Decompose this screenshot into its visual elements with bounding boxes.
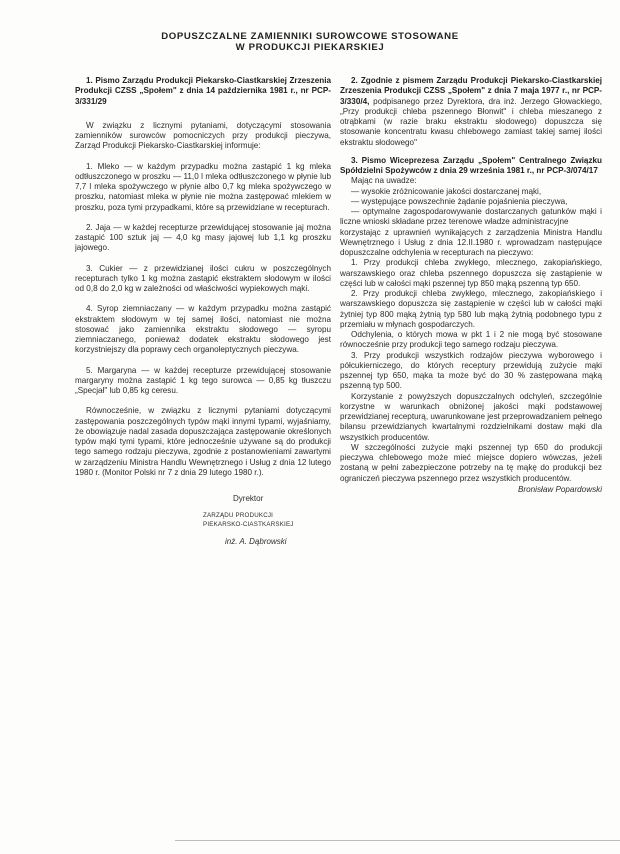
rule-3: 3. Przy produkcji wszystkich rodzajów pieczywa wyborowego i półcukierniczego, do których receptury przewidują zużycie mąki pszennej typ 650, mąka ta może być do 30 % zastępowana mąką pszenną typ 500. [340, 350, 602, 391]
signature-org-line-2: PIEKARSKO-CIASTKARSKIEJ [203, 520, 294, 528]
bullet-flour-quality: — wysokie zróżnicowanie jakości dostarczanej mąki, [351, 186, 542, 196]
bullet-bread-whitening: — występujące powszechnie żądanie pojaśnienia pieczywa, [351, 196, 568, 206]
closing-paragraph: Równocześnie, w związku z licznymi pytaniami dotyczącymi zastępowania poszczególnych typów mąki innymi typami, wyjaśniamy, że obowiązuje nadal zasada dopuszczająca zastępowanie określonych typów mąki tymi typami, które jednocześnie używane są do produkcji tego samego rodzaju pieczywa, zgodnie z postanowieniami zawartymi w zarządzeniu Ministra Handlu Wewnętrznego i Usług z dnia 12 lutego 1980 r. (Monitor Polski nr 7 z dnia 29 lutego 1980 r.). [75, 406, 331, 477]
right-column [340, 76, 602, 495]
title-line-1: DOPUSZCZALNE ZAMIENNIKI SUROWCOWE STOSOWANE [161, 31, 459, 42]
signature-title: Dyrektor [233, 494, 264, 503]
signature-org-line-1: ZARZĄDU PRODUKCJI [203, 512, 274, 519]
title-line-2: W PRODUKCJI PIEKARSKIEJ [235, 42, 385, 53]
signature-name: inż. A. Dąbrowski [225, 537, 287, 546]
item-milk: 1. Mleko — w każdym przypadku można zastąpić 1 kg mleka odtłuszczonego w proszku — 11,0 l mleka odtłuszczonego w płynie lub 7,7 l mleka spożywczego w płynie albo 0,7 kg mleka spożywczego w proszku, natomiast mleka w płynie nie można zastępować mlekiem w proszku, poza tymi przypadkami, które są przewidziane w recepturach. [75, 161, 331, 212]
item-eggs: 2. Jaja — w każdej recepturze przewidującej stosowanie jaj można zastąpić 100 sztuk jaj — 4,0 kg masy jajowej lub 1,1 kg proszku jajowego. [75, 222, 331, 253]
item-sugar: 3. Cukier — z przewidzianej ilości cukru w poszczególnych recepturach tylko 1 kg można zastąpić ekstraktem słodowym w ilości od 0,8 do 2,0 kg w zależności od właściwości wypiekowych mąki. [75, 263, 331, 293]
section-1-intro: W związku z licznymi pytaniami, dotyczącymi stosowania zamienników surowców pomocniczych przy produkcji pieczywa, Zarząd Produkcji Piekarsko-Ciastkarskiej informuje: [75, 120, 331, 151]
section-2-heading: 2. Zgodnie z pismem Zarządu Produkcji Piekarsko-Ciastkarskiej Zrzeszenia Produkcji CZSS „Społem" z dnia 7 maja 1977 r., nr PCP-3/330/4, [340, 76, 602, 106]
rule-1: 1. Przy produkcji chleba zwykłego, mlecznego, zakopiańskiego, warszawskiego oraz chleba pszennego dopuszcza się zastąpienie w części lub w całości mąki pszennej typ 850 mąką pszenną typ 650. [340, 258, 602, 288]
scan-edge-line [175, 840, 620, 841]
item-potato-syrup: 4. Syrop ziemniaczany — w każdym przypadku można zastąpić ekstraktem słodowym w tej samej ilości, natomiast nie można stosować jako zamiennika ekstraktu słodowego — syropu ziemniaczanego, ponieważ dodatek ekstraktu słodowego jest korzystniejszy dla poprawy cech organoleptycznych pieczywa. [75, 304, 331, 355]
signature-org [203, 512, 331, 529]
signature-block [203, 494, 331, 547]
section-1-heading: 1. Pismo Zarządu Produkcji Piekarsko-Ciastkarskiej Zrzeszenia Produkcji CZSS „Społem" z dnia 14 października 1981 r., nr PCP-3/331/29 [75, 76, 331, 106]
usage-paragraph: Korzystanie z powyższych dopuszczalnych odchyleń, szczególnie korzystne w warunkach obniżonej jakości mąki podstawowej przewidzianej recepturą, uwarunkowane jest przeprowadzaniem pełnego bilansu przewidzianych kwartalnymi rozdzielnikami dostaw mąki dla wszystkich producentów. [340, 391, 602, 442]
section-3-heading: 3. Pismo Wiceprezesa Zarządu „Społem" Centralnego Związku Spółdzielni Spożywców z dnia 29 września 1981 r., nr PCP-3/074/17 [340, 155, 602, 175]
deviations-note: Odchylenia, o których mowa w pkt 1 i 2 nie mogą być stosowane równocześnie przy produkcji tego samego rodzaju pieczywa. [340, 330, 602, 350]
document-title [120, 31, 500, 53]
bullet-flour-management: — optymalne zagospodarowywanie dostarczanych gatunków mąki i liczne wnioski składane przez terenowe władze administracyjne [340, 207, 602, 227]
item-margarine: 5. Margaryna — w każdej recepturze przewidującej stosowanie margaryny można zastąpić 1 kg tego surowca — 0,85 kg tłuszczu „Specjał" lub 0,85 kg ceresu. [75, 365, 331, 395]
left-column [75, 76, 331, 547]
section-2 [340, 76, 602, 148]
authority-paragraph: korzystając z uprawnień wynikających z zarządzenia Ministra Handlu Wewnętrznego i Usług z dnia 12.II.1980 r. wprowadzam następujące dopuszczalne odchylenia w recepturach na pieczywo: [340, 227, 602, 257]
author-signature: Bronisław Popardowski [518, 484, 602, 494]
section-2-text: podpisanego przez Dyrektora, dra inż. Jerzego Głowackiego, „Przy produkcji chleba pszennego Błonwit" i chleba mieszanego z otrąbkami (w razie braku ekstraktu słodowego) dopuszcza się stosowanie koncentratu kwasu chlebowego zamiast takiej samej ilości ekstraktu słodowego" [340, 96, 602, 147]
flour-650-paragraph: W szczególności zużycie mąki pszennej typ 650 do produkcji pieczywa chlebowego może mieć miejsce dopiero wówczas, jeżeli zostaną w pełni zabezpieczone potrzeby na tę mąkę do produkcji bez ograniczeń pieczywa pszennego przez wszystkich producentów. [340, 442, 602, 483]
considering-label: Mając na uwadze: [351, 176, 417, 186]
rule-2: 2. Przy produkcji chleba zwykłego, mlecznego, zakopiańskiego i warszawskiego dopuszcza się zastąpienie w części lub w całości mąki żytniej typ 800 mąką żytnią typ 580 lub mąką żytnią podobnego typu z przemiału w młynach gospodarczych. [340, 289, 602, 329]
